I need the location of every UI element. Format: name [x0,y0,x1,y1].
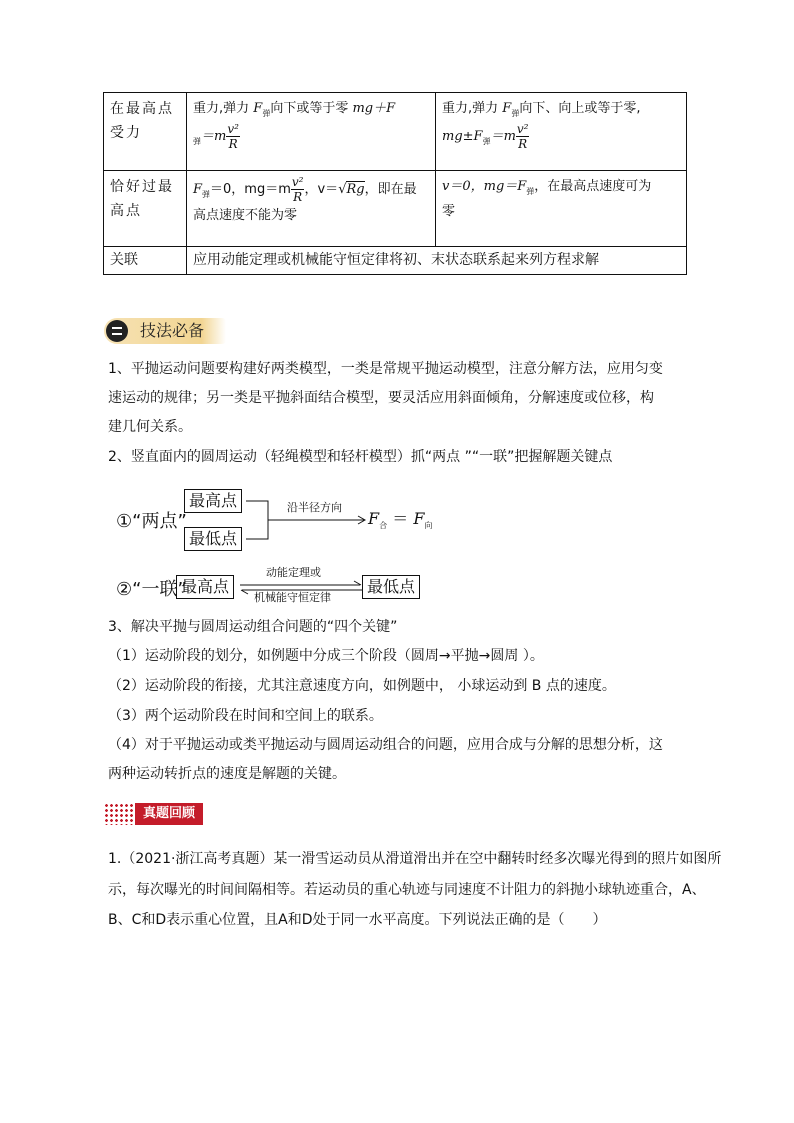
paragraph-line: 3、解决平抛与圆周运动组合问题的“四个关键” [108,619,398,635]
list-item: （3）两个运动阶段在时间和空间上的联系。 [108,708,383,724]
question-line: 示，每次曝光的时间间隔相等。若运动员的重心轨迹与同速度不计阻力的斜抛小球轨迹重合，A、 [108,882,706,898]
force-equation: $F_合 = F_向$ [368,509,433,530]
relation-cell: 应用动能定理或机械能守恒定律将初、末状态联系起来列方程求解 [187,247,687,275]
fraction: $\frac{\text{v²}}{R}$ [227,122,239,151]
list-item: 两种运动转折点的速度是解题的关键。 [108,766,346,782]
comparison-table [103,92,687,275]
book-icon [106,320,128,342]
section-title: 技法必备 [140,321,205,340]
sqrt-symbol: √ [338,182,347,197]
box-lowest-point: 最低点 [184,527,242,551]
arrow-label: 沿半径方向 [287,501,342,514]
row-label: 关联 [104,247,187,275]
rope-cell: $F_弹=0$，mg＝m $\frac{\text{v²}}{R}$ ，v＝√Rg，即在最 高点速度不能为零 [187,171,436,247]
list-item: （1）运动阶段的划分，如例题中分成三个阶段（圆周→平抛→圆周 ）。 [108,648,544,664]
diagram-label: ②“一联” [116,579,187,600]
box-highest-point: 最高点 [176,575,234,599]
table-row [104,247,687,275]
arrow-label-top: 动能定理或 [266,566,321,579]
fraction: $\frac{\text{v²}}{R}$ [516,122,529,151]
rope-cell: 重力,弹力 $F_弹$向下或等于零 mg＋F $_弹$＝m $\frac{\text{v²}}{R}$ [187,93,436,171]
section-title: 真题回顾 [135,803,203,825]
paragraph-line: 2、竖直面内的圆周运动（轻绳模型和轻杆模型）抓“两点 ”“一联”把握解题关键点 [108,449,613,465]
diagram-label: ①“两点” [116,511,187,532]
row-label: 在最高点受力 [104,93,187,171]
box-lowest-point: 最低点 [362,575,420,599]
list-item: （2）运动阶段的衔接，尤其注意速度方向，如例题中， 小球运动到 B 点的速度。 [108,678,616,694]
question-line: 1.（2021·浙江高考真题）某一滑雪运动员从滑道滑出并在空中翻转时经多次曝光得到的照片如图所 [108,851,722,867]
list-item: （4）对于平抛运动或类平抛运动与圆周运动组合的问题，应用合成与分解的思想分析，这 [108,737,663,753]
arrow-label-bottom: 机械能守恒定律 [254,591,331,604]
table-row [104,93,687,171]
paragraph-line: 速运动的规律；另一类是平抛斜面结合模型，要灵活应用斜面倾角，分解速度或位移，构 [108,390,654,406]
table-row [104,171,687,247]
paragraph-line: 1、平抛运动问题要构建好两类模型，一类是常规平抛运动模型，注意分解方法，应用匀变 [108,361,663,377]
box-highest-point: 最高点 [184,489,242,513]
rod-cell: v＝0，$mg=F_弹$，在最高点速度可为 零 [436,171,687,247]
rod-cell: 重力,弹力 $F_弹$向下、向上或等于零, $mg\pm F_弹=m$ $\frac{\text{v²}}{R}$ [436,93,687,171]
paragraph-line: 建几何关系。 [108,419,192,435]
question-line: B、C和D表示重心位置，且A和D处于同一水平高度。下列说法正确的是（ ） [108,912,607,928]
fraction: $\frac{\text{v²}}{R}$ [291,175,304,204]
row-label: 恰好过最高点 [104,171,187,247]
heading-dots [104,803,134,825]
